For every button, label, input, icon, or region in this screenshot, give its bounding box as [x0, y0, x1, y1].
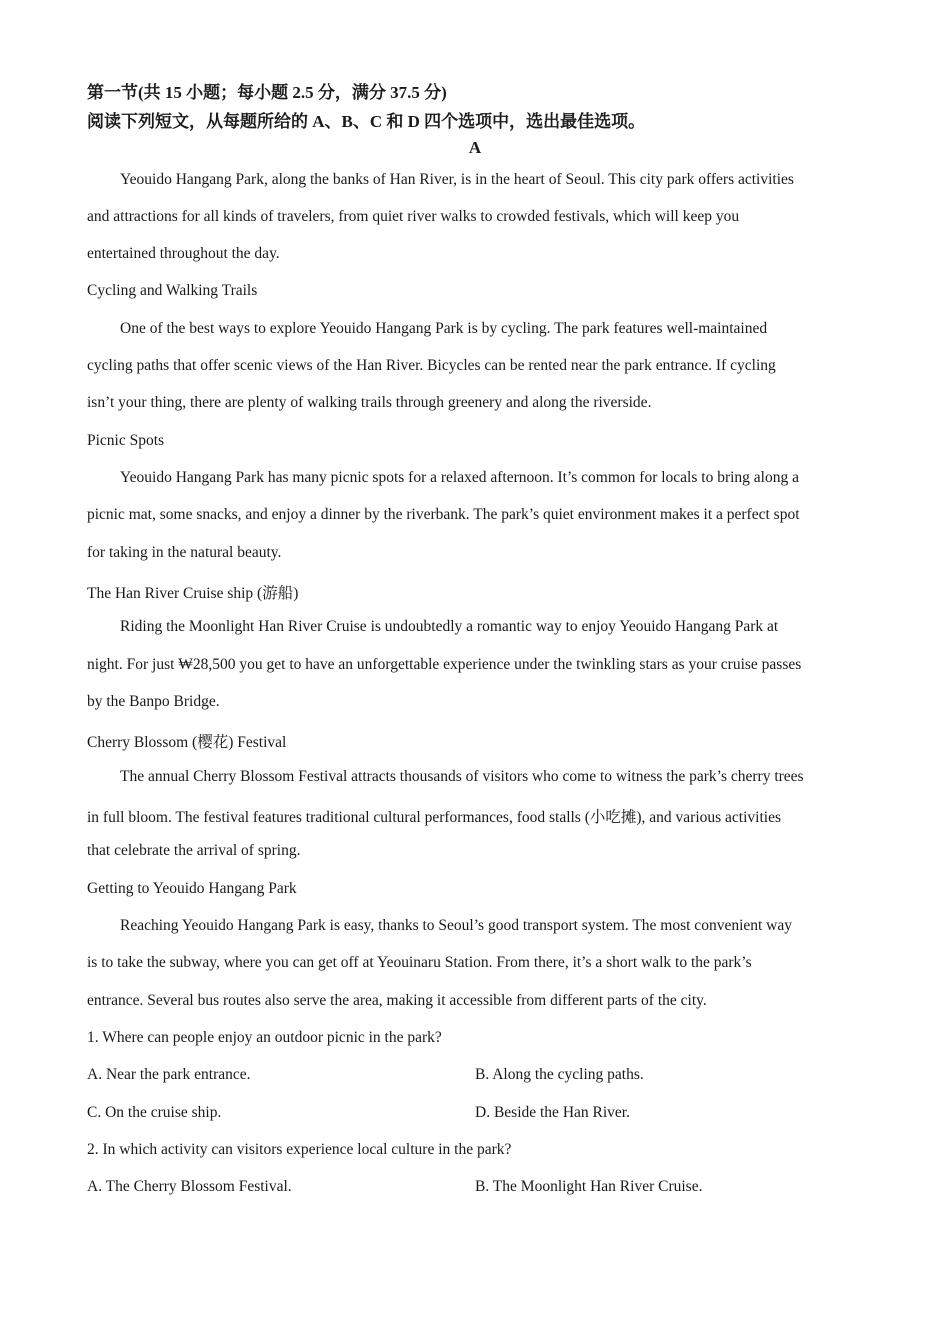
cycling-line-3: isn’t your thing, there are plenty of walking trails through greenery and along the riverside. — [87, 394, 652, 411]
cruise-line-2: night. For just ₩28,500 you get to have an unforgettable experience under the twinkling stars as your cruise passes — [87, 656, 802, 673]
passage-label: A — [468, 138, 482, 157]
question-1-stem: 1. Where can people enjoy an outdoor picnic in the park? — [87, 1029, 442, 1046]
picnic-heading: Picnic Spots — [87, 432, 165, 449]
getting-heading: Getting to Yeouido Hangang Park — [87, 880, 297, 897]
question-1-option-b: B. Along the cycling paths. — [475, 1066, 644, 1083]
section-title: 第一节(共 15 小题；每小题 2.5 分，满分 37.5 分) — [87, 83, 447, 102]
getting-line-1: Reaching Yeouido Hangang Park is easy, thanks to Seoul’s good transport system. The most convenient way — [120, 917, 793, 934]
question-2-option-a: A. The Cherry Blossom Festival. — [87, 1178, 292, 1195]
cruise-line-1: Riding the Moonlight Han River Cruise is undoubtedly a romantic way to enjoy Yeouido Hangang Park at — [120, 618, 779, 635]
question-1-option-c: C. On the cruise ship. — [87, 1104, 222, 1121]
intro-line-3: entertained throughout the day. — [87, 245, 280, 262]
picnic-line-2: picnic mat, some snacks, and enjoy a dinner by the riverbank. The park’s quiet environment makes it a perfect spot — [87, 506, 800, 523]
cycling-line-1: One of the best ways to explore Yeouido Hangang Park is by cycling. The park features well-maintained — [120, 320, 768, 337]
cherry-line-2: in full bloom. The festival features traditional cultural performances, food stalls (小吃摊), and various activities — [87, 809, 782, 826]
cruise-heading: The Han River Cruise ship (游船) — [87, 585, 299, 602]
cherry-heading: Cherry Blossom (樱花) Festival — [87, 734, 287, 751]
getting-line-3: entrance. Several bus routes also serve the area, making it accessible from different parts of the city. — [87, 992, 707, 1009]
section-instruction: 阅读下列短文，从每题所给的 A、B、C 和 D 四个选项中，选出最佳选项。 — [87, 112, 646, 131]
question-1-option-d: D. Beside the Han River. — [475, 1104, 630, 1121]
cruise-line-3: by the Banpo Bridge. — [87, 693, 220, 710]
question-1-option-a: A. Near the park entrance. — [87, 1066, 251, 1083]
cycling-line-2: cycling paths that offer scenic views of the Han River. Bicycles can be rented near the park entrance. If cycling — [87, 357, 776, 374]
cherry-line-1: The annual Cherry Blossom Festival attracts thousands of visitors who come to witness the park’s cherry trees — [120, 768, 804, 785]
getting-line-2: is to take the subway, where you can get off at Yeouinaru Station. From there, it’s a short walk to the park’s — [87, 954, 752, 971]
question-2-option-b: B. The Moonlight Han River Cruise. — [475, 1178, 703, 1195]
picnic-line-3: for taking in the natural beauty. — [87, 544, 282, 561]
picnic-line-1: Yeouido Hangang Park has many picnic spots for a relaxed afternoon. It’s common for locals to bring along a — [120, 469, 799, 486]
intro-line-2: and attractions for all kinds of travelers, from quiet river walks to crowded festivals, which will keep you — [87, 208, 740, 225]
intro-line-1: Yeouido Hangang Park, along the banks of Han River, is in the heart of Seoul. This city park offers activities — [120, 171, 794, 188]
cycling-heading: Cycling and Walking Trails — [87, 282, 258, 299]
cherry-line-3: that celebrate the arrival of spring. — [87, 842, 301, 859]
question-2-stem: 2. In which activity can visitors experience local culture in the park? — [87, 1141, 512, 1158]
